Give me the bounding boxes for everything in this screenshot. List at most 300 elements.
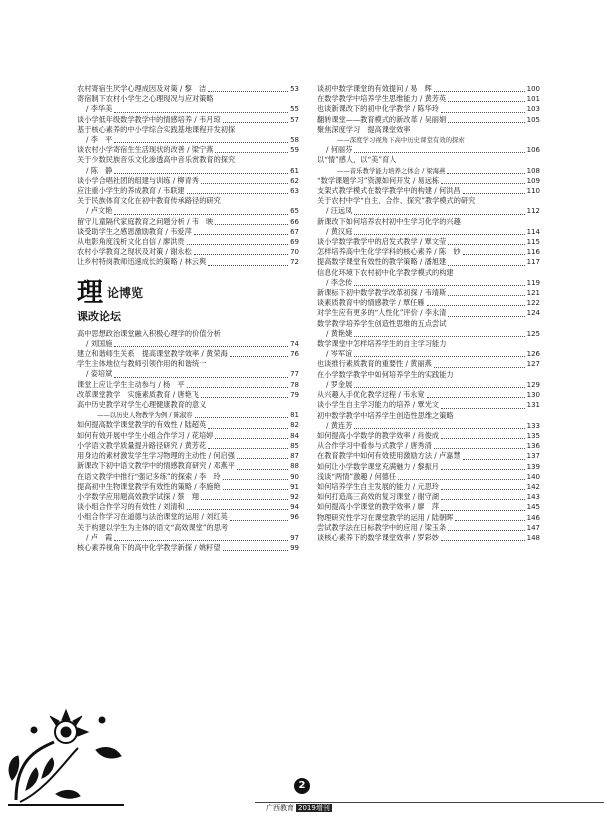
toc-entry-text: 翻转课堂——教育模式的新改革 / 吴丽娟: [317, 114, 447, 124]
toc-entry: [317, 288, 540, 298]
toc-entry-page: 133: [526, 421, 540, 430]
toc-entry-page: 92: [290, 492, 299, 501]
toc-entry-leader: [398, 479, 525, 480]
toc-entry: [317, 492, 540, 502]
toc-entry-leader: [187, 387, 288, 388]
toc-entry-leader: [463, 459, 525, 460]
toc-entry-line: [77, 441, 299, 451]
toc-entry-page: 131: [526, 401, 540, 410]
toc-entry-leader: [215, 438, 288, 439]
toc-entry-text: “数学课题学习”资源如何开发 / 易远栋: [317, 175, 440, 185]
toc-entry: [77, 482, 299, 492]
toc-entry-text: 提高数学课堂有效性的教学策略 / 潘旭建: [317, 257, 447, 267]
toc-entry-page: 81: [290, 411, 299, 420]
toc-entry-line: [317, 441, 540, 451]
toc-entry: [317, 298, 540, 308]
toc-entry: [77, 329, 299, 349]
toc-entry-text: 如何打造高三高效的复习课堂 / 谢守湖: [317, 492, 439, 502]
toc-entry-line: [317, 502, 540, 512]
toc-entry-text: / 何丽芬: [326, 145, 353, 155]
toc-entry-text: 课堂上应让学生主动参与 / 杨 平: [77, 379, 185, 389]
toc-entry-page: 97: [290, 533, 299, 542]
toc-entry-page: 61: [290, 166, 299, 175]
toc-entry: [77, 461, 299, 471]
toc-entry-page: 147: [526, 523, 540, 532]
toc-entry: [317, 533, 540, 543]
toc-entry-leader: [441, 540, 525, 541]
toc-entry-line: [77, 176, 299, 186]
toc-entry-line: [77, 420, 299, 430]
toc-entry: [77, 349, 299, 359]
toc-entry: [77, 176, 299, 186]
toc-entry-text: 对学生应有更多的“人性化”评价 / 李永清: [317, 308, 447, 318]
toc-entry-leader: [354, 336, 524, 337]
section-header-big-char: 理: [77, 277, 104, 308]
toc-entry: [77, 523, 299, 543]
toc-entry-text: 核心素养视角下的高中化学教学新探 / 姚籽望: [77, 542, 221, 552]
toc-entry-leader: [114, 142, 288, 143]
toc-entry-page: 66: [290, 217, 299, 226]
toc-entry-text: 物理研究性学习在课堂教学的运用 / 陆朝晖: [317, 512, 454, 522]
toc-entry-subtitle: ——以历史人物教学为例 / 陈淑容: [97, 411, 193, 420]
toc-entry-leader: [434, 367, 525, 368]
toc-entry-text: 谈小学生自主学习能力的培养 / 覃光文: [317, 400, 439, 410]
toc-entry-line: [77, 349, 299, 359]
toc-entry: [317, 319, 540, 339]
toc-entry-page: 129: [526, 380, 540, 389]
toc-entry: [77, 257, 299, 267]
toc-entry: [317, 217, 540, 237]
toc-entry-text: / 黄汉庭: [326, 226, 353, 236]
toc-entry-subtitle: ——音乐教学能力培养之体会 / 梁海燕: [337, 166, 446, 175]
toc-entry: [317, 359, 540, 369]
toc-entry-text: 小组合作学习在道德与法治课堂的运用 / 刘红英: [77, 512, 228, 522]
toc-entry-leader: [463, 254, 525, 255]
toc-entry-page: 137: [526, 452, 540, 461]
toc-entry-line: [317, 380, 540, 390]
toc-entry-leader: [354, 214, 524, 215]
toc-entry-line: [317, 513, 540, 523]
toc-entry: [77, 451, 299, 461]
toc-entry-title: 关于少数民族音乐文化渗透高中音乐赏教育的探究: [77, 155, 236, 165]
toc-entry-line: [77, 217, 299, 227]
toc-entry-text: 如何让小学数学课堂充满魅力 / 黎振月: [317, 461, 439, 471]
toc-entry-line: [77, 206, 299, 216]
toc-entry-leader: [441, 469, 525, 470]
toc-entry-leader: [427, 397, 525, 398]
toc-entry-line: [317, 206, 540, 216]
toc-entry-page: 124: [526, 309, 540, 318]
toc-entry: [317, 502, 540, 512]
toc-entry-line: [77, 339, 299, 349]
toc-entry-page: 85: [290, 441, 299, 450]
toc-entry-page: 135: [526, 431, 540, 440]
toc-entry-line: [317, 298, 540, 308]
toc-entry-title: 关于民族体育文化在初中教育传承路径的研究: [77, 196, 221, 206]
toc-entry-leader: [223, 550, 289, 551]
toc-entry-title: 基于核心素养的中小学综合实践基地课程开发初探: [77, 124, 236, 134]
toc-entry-line: [317, 349, 540, 359]
toc-entry-page: 84: [290, 431, 299, 440]
toc-entry: [77, 145, 299, 155]
toc-entry: [77, 390, 299, 400]
toc-entry: [77, 472, 299, 482]
toc-entry-text: / 姿培斌: [86, 369, 113, 379]
toc-entry-text: 如何提高小学数学的教学效率 / 肖俊成: [317, 430, 439, 440]
toc-entry-leader: [447, 173, 524, 174]
toc-entry-page: 115: [526, 238, 540, 247]
toc-entry-line: [77, 431, 299, 441]
toc-entry-text: 新课改下初中语文教学中的情感教育研究 / 邓燕平: [77, 461, 235, 471]
toc-entry: [317, 94, 540, 104]
toc-entry-page: 74: [290, 339, 299, 348]
toc-entry-text: 谈小学合唱社团的组建与训练 / 柳青秀: [77, 175, 199, 185]
toc-entry-page: 78: [290, 380, 299, 389]
toc-entry: [317, 370, 540, 390]
toc-entry: [317, 155, 540, 175]
toc-entry: [317, 482, 540, 492]
toc-entry-leader: [114, 112, 288, 113]
toc-entry: [77, 543, 299, 553]
toc-entry-line: [317, 247, 540, 257]
toc-entry: [77, 84, 299, 94]
toc-entry-leader: [223, 122, 289, 123]
toc-entry: [317, 104, 540, 114]
toc-entry-line: [77, 492, 299, 502]
toc-entry-page: 143: [526, 493, 540, 502]
toc-entry-line: [77, 380, 299, 390]
toc-entry: [317, 186, 540, 196]
toc-entry-leader: [230, 520, 288, 521]
toc-entry-page: 130: [526, 391, 540, 400]
toc-entry-text: / 黄艳婕: [326, 328, 353, 338]
toc-entry-leader: [195, 417, 288, 418]
toc-entry-text: 尝试教学法在日标教学中的应用 / 梁玉条: [317, 522, 447, 532]
toc-entry-text: / 罗金展: [326, 379, 353, 389]
toc-entry-leader: [201, 183, 288, 184]
toc-entry-page: 77: [290, 370, 299, 379]
toc-entry-title: 关于农村中学“自主、合作、探究”教学模式的研究: [317, 196, 476, 206]
toc-entry-title: 关于构建以学生为主体的语文“高效课堂”的思考: [77, 522, 229, 532]
toc-entry-text: / 李华美: [86, 104, 113, 114]
toc-entry: [77, 420, 299, 430]
toc-entry-text: 留守儿童隔代家庭教育之问题分析 / 韦 映: [77, 216, 214, 226]
toc-entry: [317, 513, 540, 523]
toc-entry-title: 初中数学教学中培养学生创造性思维之策略: [317, 410, 454, 420]
toc-entry-text: 小学数学应用题高效教学试探 / 蔡 翔: [77, 491, 199, 501]
toc-entry-title: 在小学数学教学中如何培养学生的实践能力: [317, 369, 454, 379]
toc-entry: [317, 176, 540, 186]
toc-entry-page: 63: [290, 187, 299, 196]
page-number: 2: [294, 778, 310, 794]
toc-entry-leader: [448, 244, 524, 245]
toc-entry: [317, 125, 540, 156]
toc-entry-title: 信息化环境下农村初中化学教学模式的构建: [317, 267, 454, 277]
toc-entry-leader: [441, 438, 525, 439]
toc-entry-line: [317, 115, 540, 125]
toc-entry-line: [317, 462, 540, 472]
toc-entry: [317, 523, 540, 533]
toc-entry-title: 寄宿制下农村小学生之心理现况与应对策略: [77, 94, 214, 104]
toc-entry-page: 145: [526, 503, 540, 512]
toc-right-list: [317, 84, 540, 543]
toc-entry-line: [77, 512, 299, 522]
toc-entry-page: 91: [290, 482, 299, 491]
toc-left-bottom-list: [77, 329, 299, 553]
toc-entry-text: 谈素质教育中的情感教学 / 覃任雁: [317, 298, 425, 308]
toc-entry-title: 数学教学培养学生创造性思维的五点尝试: [317, 318, 447, 328]
toc-entry-text: 如何提高数学课堂教学的有效性 / 陆超英: [77, 420, 207, 430]
toc-entry-leader: [237, 458, 288, 459]
toc-entry-line: [77, 451, 299, 461]
toc-entry-text: 谈受助学生之感恩激励教育 / 韦爱萍: [77, 226, 192, 236]
toc-entry: [77, 492, 299, 502]
toc-entry-title: 新课改下如何培养农村初中生学习化学的兴趣: [317, 216, 461, 226]
toc-entry-text: 让乡村特岗教师迅速成长的策略 / 林云舆: [77, 257, 207, 267]
toc-entry: [317, 339, 540, 359]
toc-entry-text: 建立和谐师生关系 提高课堂教学效率 / 黄荣海: [77, 349, 228, 359]
toc-entry-leader: [354, 387, 524, 388]
toc-entry: [77, 431, 299, 441]
toc-entry: [77, 125, 299, 145]
toc-entry: [77, 247, 299, 257]
toc-entry-line: [77, 543, 299, 553]
toc-entry-line: [77, 257, 299, 267]
toc-entry-page: 108: [526, 166, 540, 175]
toc-entry-line: [77, 247, 299, 257]
toc-entry-leader: [354, 428, 524, 429]
toc-entry-line: [317, 421, 540, 431]
toc-entry-leader: [114, 540, 288, 541]
toc-entry: [77, 380, 299, 390]
toc-entry-text: 谈农村小学寄宿生生活现状的改善 / 梁宁燕: [77, 145, 214, 155]
toc-entry-text: 在数学教学中培养学生思维能力 / 黄芳英: [317, 94, 447, 104]
toc-entry-line: [77, 369, 299, 379]
toc-entry-text: / 李 平: [86, 135, 113, 145]
toc-entry-text: 从电影角度浅析文化自信 / 廖洪贵: [77, 237, 185, 247]
toc-entry: [317, 268, 540, 288]
toc-entry: [317, 84, 540, 94]
toc-entry-line: [317, 472, 540, 482]
toc-entry: [77, 196, 299, 216]
toc-entry-leader: [441, 499, 525, 500]
journal-name: 广西教育: [266, 804, 294, 812]
toc-entry-text: 从兴趣入手优化教学过程 / 韦永宽: [317, 390, 425, 400]
toc-entry: [317, 441, 540, 451]
toc-entry-leader: [114, 214, 288, 215]
toc-entry-line: [317, 166, 540, 176]
toc-entry-line: [77, 533, 299, 543]
toc-entry-text: 新课标下初中数学教学改革初探 / 韦靖斯: [317, 288, 447, 298]
toc-entry: [77, 237, 299, 247]
toc-entry-text: 怎样培养高中生化学学科的核心素养 / 陈 妙: [317, 247, 461, 257]
toc-entry-page: 57: [290, 115, 299, 124]
toc-entry-text: 在教育教学中如何有效使用激励方法 / 卢嘉慧: [317, 451, 461, 461]
toc-entry-leader: [114, 346, 288, 347]
toc-entry-line: [77, 145, 299, 155]
toc-entry: [317, 400, 540, 410]
toc-entry-page: 87: [290, 452, 299, 461]
toc-entry-line: [317, 390, 540, 400]
toc-entry-line: [317, 94, 540, 104]
toc-entry-text: / 汪远凤: [326, 206, 353, 216]
toc-entry-leader: [441, 510, 525, 511]
toc-entry-leader: [215, 224, 288, 225]
toc-entry-text: 如何有效开展中学生小组合作学习 / 花培婷: [77, 430, 214, 440]
toc-entry-text: 提高初中生物课堂教学有效性的策略 / 李施艳: [77, 481, 221, 491]
toc-entry-line: [317, 400, 540, 410]
toc-entry-leader: [208, 91, 288, 92]
toc-entry-line: [77, 186, 299, 196]
toc-entry-page: 125: [526, 329, 540, 338]
toc-entry-page: 114: [526, 227, 540, 236]
toc-entry-line: [77, 482, 299, 492]
toc-entry: [77, 512, 299, 522]
toc-entry-text: / 李念传: [326, 277, 353, 287]
toc-entry-text: 谈小学数学教学中的启发式教学 / 覃文莹: [317, 237, 447, 247]
toc-entry-leader: [114, 173, 288, 174]
toc-entry-leader: [434, 448, 525, 449]
toc-entry-line: [77, 115, 299, 125]
toc-entry-page: 62: [290, 176, 299, 185]
toc-entry-page: 126: [526, 350, 540, 359]
toc-entry-leader: [427, 305, 525, 306]
toc-entry-line: [317, 451, 540, 461]
toc-entry-leader: [201, 499, 288, 500]
toc-entry-text: 农村寄宿生厌学心理成因及对策 / 黎 洁: [77, 84, 207, 93]
toc-entry-leader: [448, 295, 524, 296]
toc-entry-page: 122: [526, 299, 540, 308]
toc-entry-title: 以“情”感人，以“美”育人: [317, 155, 397, 165]
toc-entry-page: 76: [290, 350, 299, 359]
toc-entry-page: 88: [290, 462, 299, 471]
toc-entry-line: [317, 237, 540, 247]
toc-entry-leader: [187, 509, 288, 510]
toc-entry-page: 112: [526, 207, 540, 216]
toc-entry-title: 高中思想政治课堂融入积极心理学的价值分析: [77, 328, 221, 338]
toc-entry-text: 谈核心素养下的数学课堂效率 / 罗彩妙: [317, 532, 439, 542]
toc-entry-line: [77, 84, 299, 94]
toc-entry-leader: [114, 377, 288, 378]
toc-entry-text: 用身边的素材激发学生学习物理的主动性 / 何启强: [77, 451, 235, 461]
toc-entry: [317, 451, 540, 461]
toc-entry-text: 谈小学低年级数学教学中的情感培养 / 韦月琼: [77, 114, 221, 124]
toc-entry-text: 支架式教学模式在数学教学中的构建 / 何洪昌: [317, 186, 461, 196]
toc-entry: [77, 115, 299, 125]
toc-entry-line: [317, 523, 540, 533]
toc-entry: [317, 431, 540, 441]
toc-right-column: [317, 84, 540, 543]
toc-entry-page: 90: [290, 472, 299, 481]
toc-entry-line: [77, 104, 299, 114]
toc-entry-page: 140: [526, 472, 540, 481]
toc-entry: [77, 94, 299, 114]
toc-entry-line: [317, 329, 540, 339]
toc-entry-leader: [354, 356, 524, 357]
toc-entry-subtitle: ——深度学习视角下高中历史课堂有效的探索: [337, 136, 465, 145]
toc-entry: [317, 237, 540, 247]
toc-entry: [317, 115, 540, 125]
toc-entry-page: 58: [290, 136, 299, 145]
toc-entry-title: 高中历史教学对学生心理健康教育的意义: [77, 400, 207, 410]
toc-entry-page: 116: [526, 248, 540, 257]
toc-entry-text: 农村小学教育之现状及对策 / 谢永松: [77, 247, 192, 257]
toc-entry-leader: [223, 479, 288, 480]
toc-entry-leader: [230, 356, 288, 357]
toc-entry-page: 139: [526, 462, 540, 471]
toc-entry-line: [77, 410, 299, 420]
toc-entry-text: 从合作学习中看参与式教学 / 唐秀清: [317, 441, 432, 451]
toc-entry-page: 148: [526, 533, 540, 542]
toc-entry-page: 79: [290, 390, 299, 399]
toc-entry-line: [317, 84, 540, 94]
toc-entry-page: 119: [526, 278, 540, 287]
toc-entry-line: [77, 227, 299, 237]
toc-left-top-list: [77, 84, 299, 268]
toc-entry-leader: [448, 530, 524, 531]
toc-entry-title: 聚焦深度学习 提高课堂效率: [317, 124, 411, 134]
toc-entry: [317, 308, 540, 318]
toc-entry: [77, 502, 299, 512]
toc-entry-text: / 岑军谊: [326, 349, 353, 359]
toc-entry: [317, 390, 540, 400]
toc-entry: [317, 257, 540, 267]
toc-entry-line: [77, 472, 299, 482]
toc-entry-leader: [354, 234, 524, 235]
toc-entry-text: 浅谈“两情”激趣 / 何德任: [317, 471, 397, 481]
toc-entry-text: / 陈 静: [86, 165, 113, 175]
toc-entry-leader: [441, 489, 525, 490]
toc-entry-page: 103: [526, 105, 540, 114]
toc-entry-text: / 刘国施: [86, 338, 113, 348]
toc-entry-page: 142: [526, 482, 540, 491]
toc-entry-text: 应注重小学生的养成教育 / 韦联建: [77, 186, 185, 196]
toc-entry-leader: [187, 193, 288, 194]
toc-entry-text: 在语文教学中推行“强记多练”的探索 / 李 玲: [77, 471, 221, 481]
toc-entry-leader: [201, 397, 288, 398]
toc-entry-leader: [463, 193, 525, 194]
toc-entry: [77, 186, 299, 196]
toc-entry-leader: [448, 265, 524, 266]
toc-entry-page: 53: [290, 85, 299, 93]
toc-entry-line: [77, 166, 299, 176]
toc-entry-page: 109: [526, 176, 540, 185]
toc-entry-text: 也谈推行素质教育的重要性 / 黄丽燕: [317, 359, 432, 369]
toc-entry-leader: [223, 489, 289, 490]
toc-entry-leader: [448, 122, 524, 123]
toc-entry-text: 谈初中数学课堂的有效提问 / 易 辉: [317, 84, 432, 93]
toc-entry: [77, 227, 299, 237]
section-header: [77, 274, 299, 308]
toc-entry-text: 如何培养学生自主发展的能力 / 元思玲: [317, 481, 439, 491]
toc-entry-leader: [208, 448, 288, 449]
toc-entry-line: [77, 390, 299, 400]
toc-entry-page: 82: [290, 421, 299, 430]
section-header-title: 论博览: [107, 285, 144, 300]
toc-entry-page: 72: [290, 258, 299, 267]
toc-entry-line: [317, 145, 540, 155]
toc-entry-text: 改革课堂教学 实施素质教育 / 唐艳飞: [77, 389, 199, 399]
toc-entry: [317, 472, 540, 482]
toc-entry-page: 101: [526, 95, 540, 104]
toc-entry-line: [317, 104, 540, 114]
toc-entry: [77, 155, 299, 175]
toc-entry: [77, 217, 299, 227]
toc-entry-line: [317, 359, 540, 369]
toc-entry-line: [317, 278, 540, 288]
toc-entry-title: 数学课堂中怎样培养学生的自主学习能力: [317, 339, 447, 349]
toc-entry-leader: [434, 91, 525, 92]
